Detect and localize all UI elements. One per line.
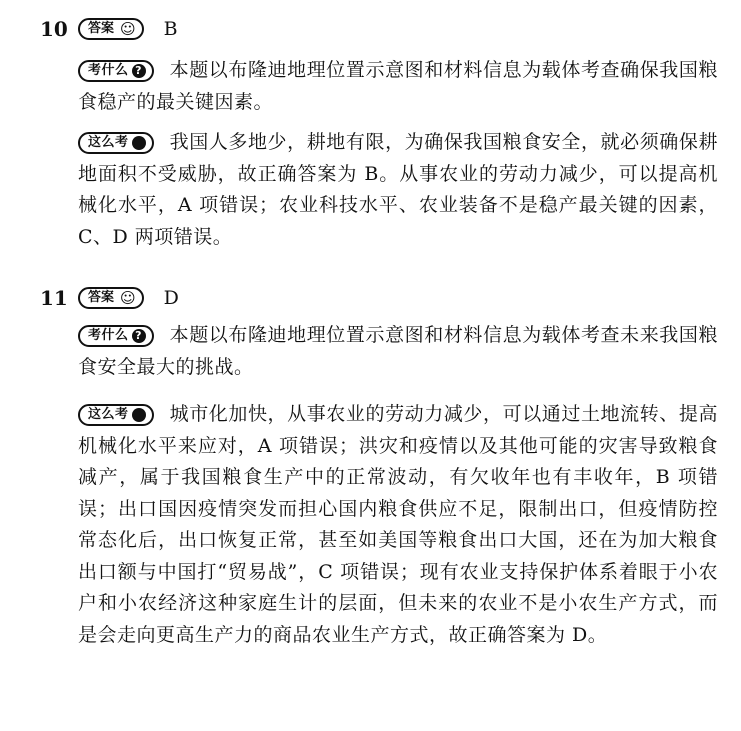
- question-10-header: [40, 14, 178, 44]
- answer-badge-label: 答案: [88, 21, 115, 36]
- kao-badge-label: 考什么: [88, 328, 129, 343]
- dot-icon: [132, 136, 146, 150]
- zhe-badge-label: 这么考: [88, 135, 129, 150]
- question-10-kao-paragraph: [78, 55, 718, 118]
- question-mark-icon: ?: [132, 329, 146, 343]
- dot-icon: [132, 408, 146, 422]
- answer-value: B: [163, 18, 178, 40]
- answer-badge: [78, 287, 144, 309]
- zhe-text: 城市化加快，从事农业的劳动力减少，可以通过土地流转、提高机械化水平来应对，A 项错误；洪灾和疫情以及其他可能的灾害导致粮食减产，属于我国粮食生产中的正常波动，有欠收年也有丰收年，B 项错误；出口国因疫情突发而担心国内粮食供应不足，限制出口，但疫情防控常态化后，出口恢复正常，甚至如美国等粮食出口大国，还在为加大粮食出口额与中国打“贸易战”，C 项错误；现有农业支持保护体系着眼于小农户和小农经济这种家庭生计的层面，但未来的农业不是小农生产方式，而是会走向更高生产力的商品农业生产方式，故正确答案为 D。: [78, 403, 718, 646]
- question-11-kao-paragraph: [78, 320, 718, 383]
- question-10-zhe-paragraph: [78, 127, 718, 253]
- question-11-zhe-paragraph: [78, 399, 718, 651]
- zhe-badge-label: 这么考: [88, 407, 129, 422]
- answer-value: D: [163, 287, 179, 309]
- kao-text: 本题以布隆迪地理位置示意图和材料信息为载体考查未来我国粮食安全最大的挑战。: [78, 324, 718, 378]
- question-mark-icon: ?: [132, 64, 146, 78]
- question-number: 11: [40, 286, 68, 310]
- kao-badge: [78, 60, 154, 82]
- smiley-icon: ☺: [120, 289, 136, 307]
- kao-badge: [78, 325, 154, 347]
- zhe-badge: [78, 404, 154, 426]
- zhe-text: 我国人多地少，耕地有限，为确保我国粮食安全，就必须确保耕地面积不受威胁，故正确答案为 B。从事农业的劳动力减少，可以提高机械化水平，A 项错误；农业科技水平、农业装备不是稳产最关键的因素，C、D 两项错误。: [78, 131, 718, 248]
- answer-badge-label: 答案: [88, 290, 115, 305]
- smiley-icon: ☺: [120, 20, 136, 38]
- kao-badge-label: 考什么: [88, 63, 129, 78]
- answer-badge: [78, 18, 144, 40]
- question-number: 10: [40, 17, 68, 41]
- zhe-badge: [78, 132, 154, 154]
- question-11-header: [40, 283, 179, 313]
- kao-text: 本题以布隆迪地理位置示意图和材料信息为载体考查确保我国粮食稳产的最关键因素。: [78, 59, 718, 113]
